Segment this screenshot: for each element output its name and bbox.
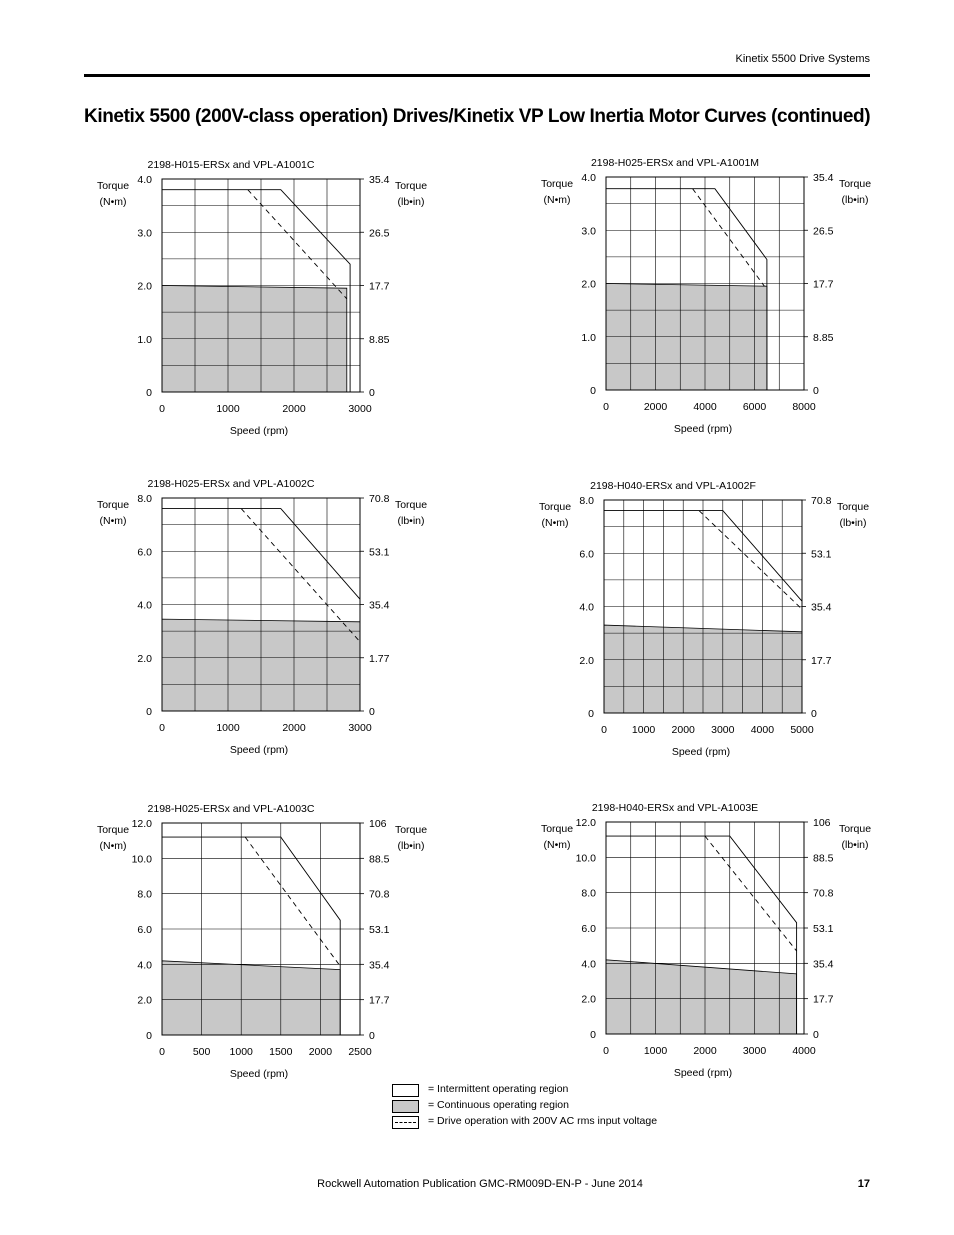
y-axis-label-left: Torque bbox=[96, 180, 130, 192]
x-tick: 0 bbox=[603, 401, 609, 413]
x-tick: 2000 bbox=[282, 722, 306, 734]
y-axis-label-right-unit: (lb•in) bbox=[397, 196, 425, 208]
y-tick-left: 6.0 bbox=[137, 924, 152, 936]
y-tick-right: 53.1 bbox=[369, 546, 390, 559]
y-axis-label-right: Torque bbox=[394, 499, 428, 511]
y-tick-left: 1.0 bbox=[581, 331, 596, 344]
y-tick-left: 2.0 bbox=[579, 654, 594, 667]
y-axis-label-right-unit: (lb•in) bbox=[841, 839, 869, 851]
y-tick-right: 35.4 bbox=[369, 174, 390, 186]
y-tick-right: 0 bbox=[811, 708, 817, 720]
y-tick-right: 88.5 bbox=[369, 853, 390, 866]
legend-swatch-intermittent bbox=[392, 1084, 419, 1097]
x-tick: 4000 bbox=[792, 1045, 816, 1057]
y-tick-left: 0 bbox=[590, 385, 596, 397]
y-tick-right: 35.4 bbox=[813, 958, 834, 971]
y-tick-left: 10.0 bbox=[131, 853, 152, 866]
y-tick-left: 12.0 bbox=[575, 817, 596, 829]
x-tick: 3000 bbox=[742, 1045, 767, 1057]
y-tick-left: 10.0 bbox=[575, 852, 596, 865]
footer-page-number: 17 bbox=[857, 1178, 870, 1190]
y-tick-right: 8.85 bbox=[813, 331, 834, 344]
chart-title: 2198-H040-ERSx and VPL-A1002F bbox=[590, 480, 756, 492]
drive-200v-curve bbox=[705, 836, 797, 951]
legend-label-intermittent: = Intermittent operating region bbox=[428, 1083, 569, 1095]
x-axis-label: Speed (rpm) bbox=[229, 744, 289, 756]
x-tick: 1000 bbox=[216, 403, 240, 415]
y-axis-label-left-unit: (N•m) bbox=[543, 839, 571, 851]
y-tick-right: 0 bbox=[369, 706, 375, 718]
y-tick-right: 17.7 bbox=[369, 994, 390, 1007]
x-tick: 3000 bbox=[348, 403, 372, 415]
y-tick-right: 17.7 bbox=[813, 993, 834, 1006]
x-axis-label: Speed (rpm) bbox=[673, 423, 733, 435]
y-tick-right: 106 bbox=[813, 817, 831, 829]
y-tick-right: 106 bbox=[369, 818, 387, 830]
y-tick-right: 0 bbox=[813, 385, 819, 397]
y-tick-left: 6.0 bbox=[579, 548, 594, 561]
x-tick: 500 bbox=[192, 1046, 211, 1058]
x-tick: 1000 bbox=[229, 1046, 253, 1058]
x-tick: 6000 bbox=[742, 401, 767, 413]
y-tick-right: 26.5 bbox=[813, 225, 834, 238]
y-tick-right: 70.8 bbox=[369, 888, 390, 901]
y-tick-left: 4.0 bbox=[581, 958, 596, 971]
y-tick-right: 35.4 bbox=[369, 599, 390, 612]
y-tick-left: 2.0 bbox=[581, 278, 596, 291]
y-tick-left: 8.0 bbox=[581, 887, 596, 900]
y-tick-right: 35.4 bbox=[811, 601, 832, 614]
chart-title: 2198-H025-ERSx and VPL-A1001M bbox=[590, 157, 760, 169]
chart-4 bbox=[539, 480, 869, 758]
continuous-region bbox=[162, 961, 340, 1035]
y-tick-left: 0 bbox=[588, 708, 594, 720]
legend-label-dashed: = Drive operation with 200V AC rms input voltage bbox=[428, 1115, 658, 1127]
x-tick: 2500 bbox=[348, 1046, 372, 1058]
y-axis-label-right: Torque bbox=[394, 824, 428, 836]
y-tick-left: 3.0 bbox=[137, 227, 152, 240]
y-axis-label-left: Torque bbox=[540, 178, 574, 190]
drive-200v-curve bbox=[699, 511, 802, 610]
chart-6 bbox=[541, 802, 871, 1079]
y-tick-right: 1.77 bbox=[369, 652, 390, 665]
y-tick-right: 8.85 bbox=[369, 333, 390, 346]
x-tick: 5000 bbox=[790, 724, 814, 736]
chart-title: 2198-H040-ERSx and VPL-A1003E bbox=[591, 802, 759, 814]
y-tick-left: 4.0 bbox=[137, 959, 152, 972]
y-axis-label-right: Torque bbox=[838, 178, 872, 190]
footer-publication: Rockwell Automation Publication GMC-RM009D-EN-P - June 2014 bbox=[317, 1178, 643, 1190]
y-tick-left: 4.0 bbox=[137, 599, 152, 612]
x-tick: 1000 bbox=[631, 724, 656, 736]
x-tick: 2000 bbox=[671, 724, 695, 736]
x-tick: 8000 bbox=[792, 401, 816, 413]
y-axis-label-left: Torque bbox=[540, 823, 574, 835]
page-title: Kinetix 5500 (200V-class operation) Drives/Kinetix VP Low Inertia Motor Curves (continued) bbox=[84, 106, 871, 127]
y-axis-label-right: Torque bbox=[394, 180, 428, 192]
x-tick: 2000 bbox=[693, 1045, 717, 1057]
y-tick-right: 0 bbox=[369, 1030, 375, 1042]
x-tick: 1000 bbox=[643, 1045, 668, 1057]
x-tick: 1000 bbox=[216, 722, 240, 734]
x-axis-label: Speed (rpm) bbox=[229, 425, 289, 437]
chart-2 bbox=[541, 157, 871, 435]
x-tick: 2000 bbox=[643, 401, 668, 413]
x-tick: 4000 bbox=[750, 724, 775, 736]
y-axis-label-left-unit: (N•m) bbox=[99, 196, 127, 208]
y-tick-right: 17.7 bbox=[813, 278, 834, 291]
y-axis-label-right-unit: (lb•in) bbox=[839, 517, 867, 529]
y-axis-label-right: Torque bbox=[838, 823, 872, 835]
y-axis-label-left: Torque bbox=[538, 501, 572, 513]
x-axis-label: Speed (rpm) bbox=[673, 1067, 733, 1079]
chart-title: 2198-H015-ERSx and VPL-A1001C bbox=[147, 159, 315, 171]
y-axis-label-left: Torque bbox=[96, 824, 130, 836]
y-tick-left: 0 bbox=[146, 1030, 152, 1042]
x-tick: 2000 bbox=[282, 403, 306, 415]
legend-swatch-dashed bbox=[392, 1116, 419, 1129]
y-tick-right: 35.4 bbox=[369, 959, 390, 972]
y-tick-left: 2.0 bbox=[581, 993, 596, 1006]
y-axis-label-left-unit: (N•m) bbox=[99, 840, 127, 852]
y-tick-right: 0 bbox=[813, 1029, 819, 1041]
y-axis-label-left-unit: (N•m) bbox=[541, 517, 569, 529]
y-tick-left: 1.0 bbox=[137, 333, 152, 346]
chart-title: 2198-H025-ERSx and VPL-A1002C bbox=[147, 478, 315, 490]
x-tick: 3000 bbox=[348, 722, 372, 734]
y-tick-left: 0 bbox=[590, 1029, 596, 1041]
y-axis-label-right-unit: (lb•in) bbox=[841, 194, 869, 206]
y-tick-right: 26.5 bbox=[369, 227, 390, 240]
y-axis-label-right-unit: (lb•in) bbox=[397, 515, 425, 527]
y-axis-label-left-unit: (N•m) bbox=[543, 194, 571, 206]
legend-label-continuous: = Continuous operating region bbox=[428, 1099, 569, 1111]
y-axis-label-right: Torque bbox=[836, 501, 870, 513]
y-tick-left: 2.0 bbox=[137, 652, 152, 665]
y-tick-right: 53.1 bbox=[369, 924, 390, 936]
y-tick-left: 8.0 bbox=[579, 495, 594, 507]
y-tick-left: 12.0 bbox=[131, 818, 152, 830]
y-tick-right: 70.8 bbox=[811, 495, 832, 507]
y-tick-left: 3.0 bbox=[581, 225, 596, 238]
legend-swatch-continuous bbox=[392, 1100, 419, 1113]
y-tick-left: 4.0 bbox=[137, 174, 152, 186]
x-axis-label: Speed (rpm) bbox=[671, 746, 731, 758]
drive-200v-curve bbox=[245, 837, 340, 966]
y-tick-right: 17.7 bbox=[811, 654, 832, 667]
y-tick-left: 4.0 bbox=[581, 172, 596, 184]
y-tick-right: 35.4 bbox=[813, 172, 834, 184]
y-tick-right: 17.7 bbox=[369, 280, 390, 293]
y-tick-left: 8.0 bbox=[137, 493, 152, 505]
x-tick: 1500 bbox=[269, 1046, 293, 1058]
running-header: Kinetix 5500 Drive Systems bbox=[735, 53, 870, 65]
y-tick-right: 70.8 bbox=[369, 493, 390, 505]
chart-title: 2198-H025-ERSx and VPL-A1003C bbox=[147, 803, 315, 815]
x-tick: 3000 bbox=[711, 724, 735, 736]
x-tick: 2000 bbox=[308, 1046, 333, 1058]
x-tick: 0 bbox=[159, 403, 165, 415]
y-tick-right: 53.1 bbox=[811, 548, 832, 561]
y-tick-left: 8.0 bbox=[137, 888, 152, 901]
y-axis-label-right-unit: (lb•in) bbox=[397, 840, 425, 852]
chart-1 bbox=[97, 159, 427, 437]
y-tick-left: 4.0 bbox=[579, 601, 594, 614]
chart-5 bbox=[97, 803, 427, 1080]
y-tick-right: 70.8 bbox=[813, 887, 834, 900]
y-tick-left: 0 bbox=[146, 387, 152, 399]
continuous-region bbox=[606, 960, 797, 1034]
y-tick-right: 88.5 bbox=[813, 852, 834, 865]
x-tick: 4000 bbox=[693, 401, 717, 413]
y-tick-right: 53.1 bbox=[813, 923, 834, 935]
x-tick: 0 bbox=[159, 722, 165, 734]
y-axis-label-left-unit: (N•m) bbox=[99, 515, 127, 527]
y-tick-right: 0 bbox=[369, 387, 375, 399]
x-tick: 0 bbox=[601, 724, 607, 736]
x-tick: 0 bbox=[603, 1045, 609, 1057]
y-tick-left: 0 bbox=[146, 706, 152, 718]
x-axis-label: Speed (rpm) bbox=[229, 1068, 289, 1080]
chart-3 bbox=[97, 478, 427, 756]
y-axis-label-left: Torque bbox=[96, 499, 130, 511]
y-tick-left: 2.0 bbox=[137, 280, 152, 293]
y-tick-left: 6.0 bbox=[581, 923, 596, 935]
x-tick: 0 bbox=[159, 1046, 165, 1058]
y-tick-left: 2.0 bbox=[137, 994, 152, 1007]
y-tick-left: 6.0 bbox=[137, 546, 152, 559]
